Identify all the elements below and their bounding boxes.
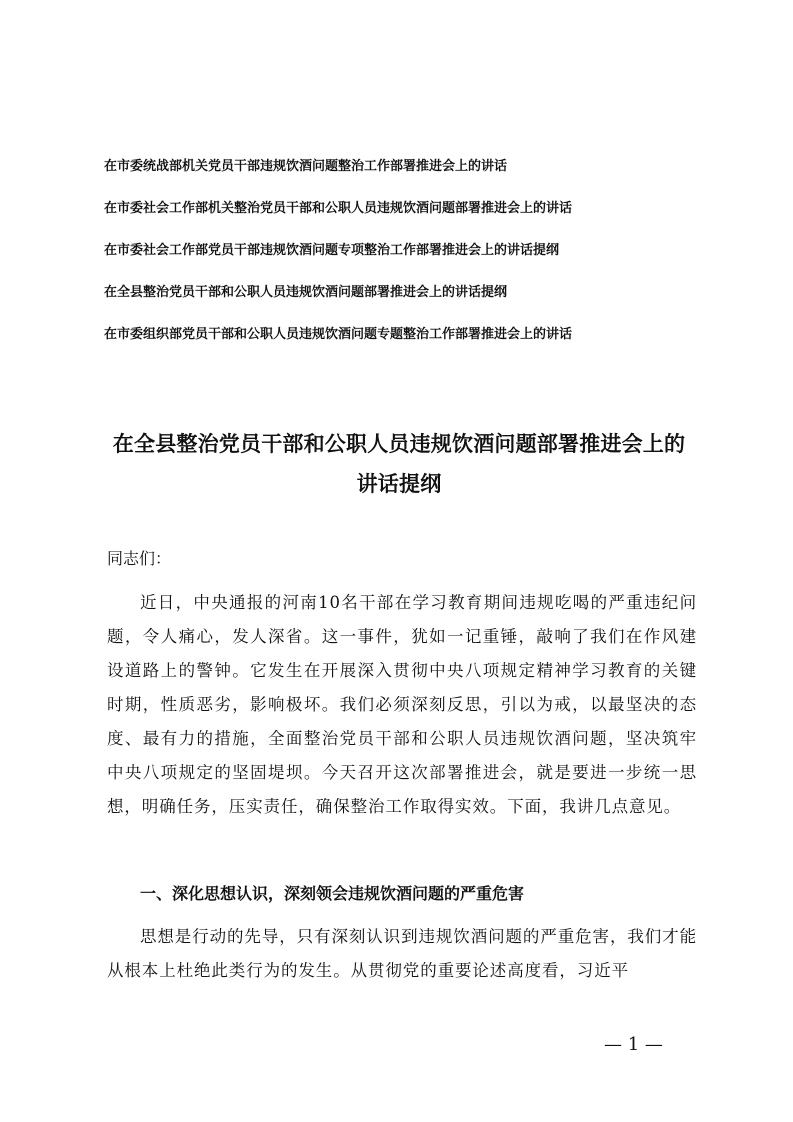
salutation: 同志们： bbox=[107, 549, 172, 568]
related-title-item: 在市委社会工作部机关整治党员干部和公职人员违规饮酒问题部署推进会上的讲话 bbox=[104, 201, 573, 216]
related-title-item: 在市委统战部机关党员干部违规饮酒问题整治工作部署推进会上的讲话 bbox=[104, 159, 508, 174]
page-number: — 1 — bbox=[604, 1034, 663, 1055]
related-title-item: 在市委社会工作部党员干部违规饮酒问题专项整治工作部署推进会上的讲话提纲 bbox=[104, 243, 560, 258]
section-heading-1: 一、深化思想认识，深刻领会违规饮酒问题的严重危害 bbox=[140, 884, 525, 903]
related-title-item: 在全县整治党员干部和公职人员违规饮酒问题部署推进会上的讲话提纲 bbox=[104, 285, 508, 300]
related-titles-list bbox=[104, 156, 744, 366]
document-title: 在全县整治党员干部和公职人员违规饮酒问题部署推进会上的讲话提纲 bbox=[112, 432, 686, 496]
related-title-item: 在市委组织部党员干部和公职人员违规饮酒问题专题整治工作部署推进会上的讲话 bbox=[104, 327, 573, 342]
body-paragraph-1: 近日，中央通报的河南10名干部在学习教育期间违规吃喝的严重违纪问题，令人痛心，发人深省。这一事件，犹如一记重锤，敲响了我们在作风建设道路上的警钟。它发生在开展深入贯彻中央八项规定精神学习教育的关键时期，性质恶劣，影响极坏。我们必须深刻反思，引以为戒，以最坚决的态度、最有力的措施，全面整治党员干部和公职人员违规饮酒问题，坚决筑牢中央八项规定的坚固堤坝。今天召开这次部署推进会，就是要进一步统一思想，明确任务，压实责任，确保整治工作取得实效。下面，我讲几点意见。 bbox=[107, 593, 697, 816]
body-paragraph-2: 思想是行动的先导，只有深刻认识到违规饮酒问题的严重危害，我们才能从根本上杜绝此类行为的发生。从贯彻党的重要论述高度看，习近平 bbox=[107, 927, 697, 980]
